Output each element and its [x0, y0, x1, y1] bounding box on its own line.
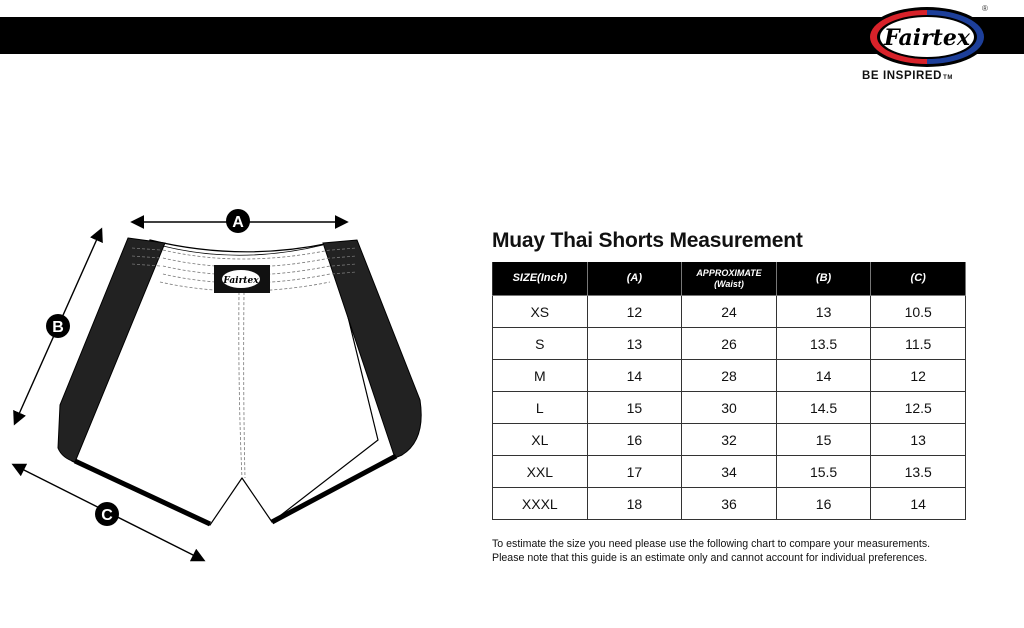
- table-header-row: [493, 262, 966, 296]
- header-b: (B): [776, 262, 871, 296]
- cell-size: XXXL: [493, 488, 588, 520]
- fairtex-oval-icon: [865, 6, 989, 68]
- cell-waist: 34: [682, 456, 777, 488]
- cell-size: XL: [493, 424, 588, 456]
- cell-c: 13.5: [871, 456, 966, 488]
- svg-text:B: B: [52, 319, 64, 336]
- cell-size: S: [493, 328, 588, 360]
- cell-size: L: [493, 392, 588, 424]
- cell-c: 10.5: [871, 296, 966, 328]
- cell-a: 12: [587, 296, 682, 328]
- svg-text:Fairtex: Fairtex: [223, 276, 259, 286]
- header-a: (A): [587, 262, 682, 296]
- cell-a: 18: [587, 488, 682, 520]
- cell-b: 14.5: [776, 392, 871, 424]
- cell-waist: 28: [682, 360, 777, 392]
- table-row: [493, 296, 966, 328]
- header-c: (C): [871, 262, 966, 296]
- cell-b: 13.5: [776, 328, 871, 360]
- cell-a: 13: [587, 328, 682, 360]
- cell-a: 15: [587, 392, 682, 424]
- shorts-illustration: [0, 195, 440, 575]
- table-row: [493, 424, 966, 456]
- note-line-1: To estimate the size you need please use the following chart to compare your measurements.: [492, 538, 931, 550]
- cell-waist: 32: [682, 424, 777, 456]
- cell-waist: 24: [682, 296, 777, 328]
- cell-a: 16: [587, 424, 682, 456]
- size-chart-table: [492, 262, 966, 520]
- cell-waist: 30: [682, 392, 777, 424]
- cell-b: 15: [776, 424, 871, 456]
- table-row: [493, 488, 966, 520]
- cell-waist: 36: [682, 488, 777, 520]
- cell-b: 16: [776, 488, 871, 520]
- cell-size: XS: [493, 296, 588, 328]
- svg-text:A: A: [232, 214, 244, 231]
- table-row: [493, 360, 966, 392]
- header-approx-waist: APPROXIMATE (Waist): [682, 262, 777, 296]
- cell-a: 17: [587, 456, 682, 488]
- svg-text:Fairtex: Fairtex: [884, 25, 970, 51]
- header-size: SIZE(Inch): [493, 262, 588, 296]
- sizing-note: [492, 537, 930, 565]
- table-row: [493, 392, 966, 424]
- table-row: [493, 328, 966, 360]
- registered-mark: ®: [982, 4, 988, 13]
- cell-size: XXL: [493, 456, 588, 488]
- svg-text:C: C: [101, 507, 113, 524]
- cell-b: 13: [776, 296, 871, 328]
- shorts-diagram: [0, 195, 440, 575]
- brand-tagline: BE INSPIREDTM: [862, 70, 953, 82]
- cell-waist: 26: [682, 328, 777, 360]
- cell-size: M: [493, 360, 588, 392]
- cell-c: 11.5: [871, 328, 966, 360]
- cell-c: 14: [871, 488, 966, 520]
- cell-a: 14: [587, 360, 682, 392]
- fairtex-logo: [862, 4, 992, 82]
- note-line-2: Please note that this guide is an estimate only and cannot account for individual preferences.: [492, 552, 928, 564]
- cell-c: 13: [871, 424, 966, 456]
- cell-c: 12: [871, 360, 966, 392]
- table-row: [493, 456, 966, 488]
- page-title: Muay Thai Shorts Measurement: [492, 229, 803, 252]
- waistband-logo-patch: [214, 265, 270, 293]
- cell-b: 15.5: [776, 456, 871, 488]
- cell-b: 14: [776, 360, 871, 392]
- cell-c: 12.5: [871, 392, 966, 424]
